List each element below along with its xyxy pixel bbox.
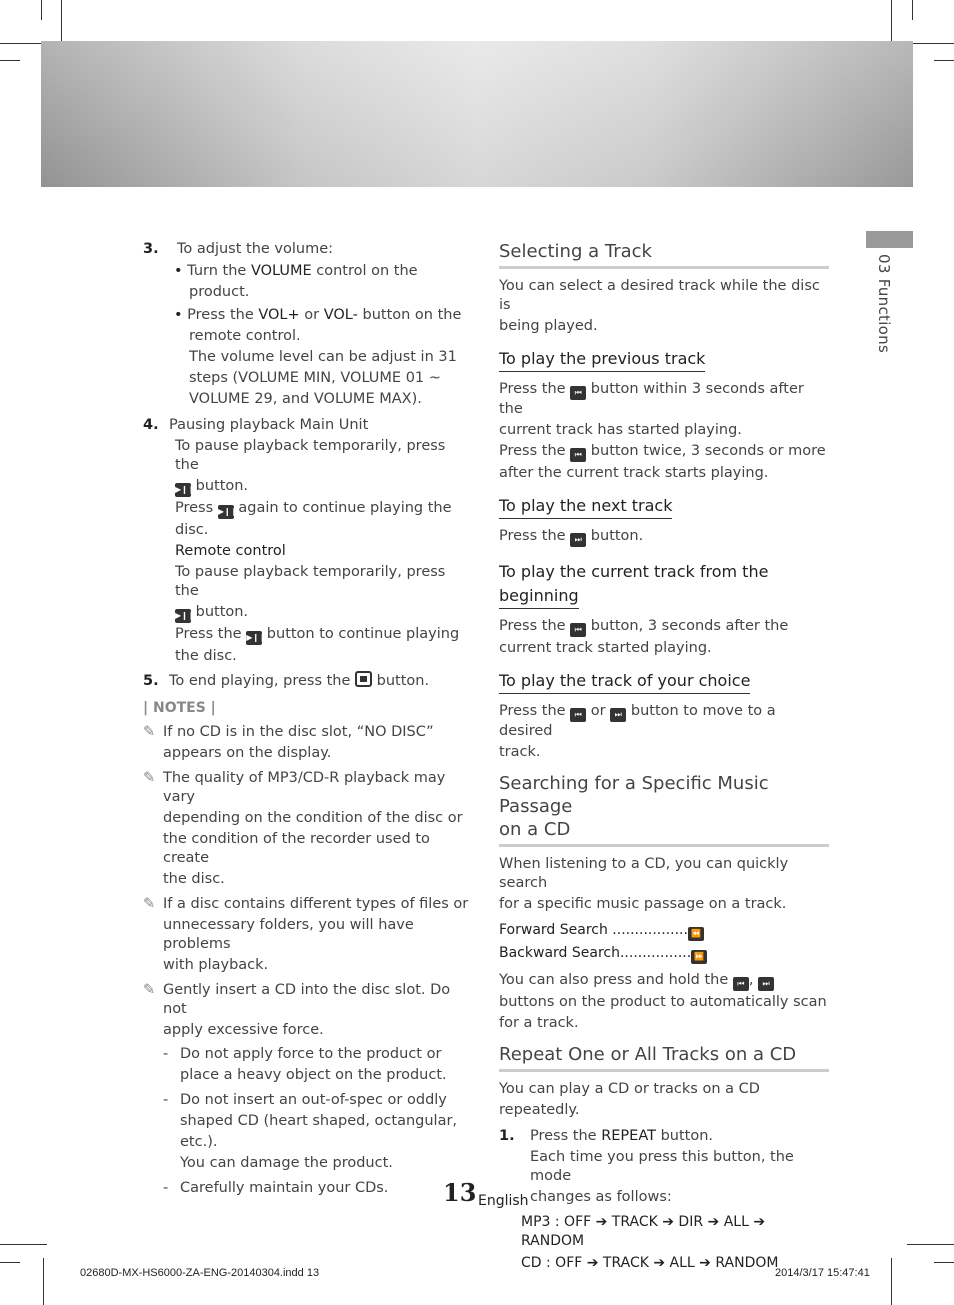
crop-mark — [0, 1262, 20, 1263]
step-text: ▶❙❙ button. — [175, 477, 473, 497]
section-tab-label: 03 Functions — [875, 254, 893, 354]
notes-list — [143, 723, 473, 1198]
body-text: for a track. — [499, 1015, 579, 1031]
step-5: 5. To end playing, press the button. — [143, 673, 430, 689]
rewind-icon: ⏪ — [688, 927, 704, 941]
sub-notes — [143, 1045, 473, 1198]
notes-title: | NOTES | — [143, 700, 216, 716]
fast-forward-icon: ⏩ — [691, 950, 707, 964]
body-text: current track started playing. — [499, 640, 712, 656]
body-text: You can also press and hold the ⏮ , ⏭ — [499, 971, 829, 991]
heading-searching: Searching for a Specific Music Passage on a CD — [499, 772, 829, 847]
stop-icon — [355, 671, 372, 687]
heading-previous-track: To play the previous track — [499, 348, 705, 372]
body-text: after the current track starts playing. — [499, 465, 769, 481]
body-text: changes as follows: — [530, 1189, 672, 1205]
play-pause-icon: ▶❙❙ — [246, 631, 262, 645]
note-icon: ✎ — [143, 896, 156, 912]
dash-item: - Do not insert an out-of-spec or oddly shaped CD (heart shaped, octangular, etc.). You can damage the product. — [163, 1092, 458, 1171]
dash-marker: - — [163, 1092, 169, 1108]
body-text: buttons on the product to automatically scan — [499, 994, 827, 1010]
crop-mark — [61, 0, 62, 47]
body-text: When listening to a CD, you can quickly search — [499, 856, 789, 891]
body-text: Press the ⏭ button. — [499, 527, 829, 547]
heading-selecting-track: Selecting a Track — [499, 240, 829, 269]
heading-current-track: To play the current track from the beginning — [499, 561, 829, 617]
step-text: disc. — [175, 522, 209, 538]
prev-track-icon: ⏮ — [570, 708, 586, 722]
crop-mark — [934, 60, 954, 61]
note-icon: ✎ — [143, 724, 156, 740]
crop-mark — [891, 0, 892, 47]
crop-mark — [0, 43, 47, 44]
body-text: Press the ⏮ button within 3 seconds after the — [499, 381, 804, 417]
note-item: ✎ Gently insert a CD into the disc slot. Do not apply excessive force. — [143, 982, 451, 1038]
step-4: 4. Pausing playback Main Unit — [143, 417, 369, 433]
prev-track-icon: ⏮ — [733, 977, 749, 991]
dash-item: - Do not apply force to the product or place a heavy object on the product. — [163, 1046, 447, 1083]
heading-repeat: Repeat One or All Tracks on a CD — [499, 1043, 829, 1072]
step-text: To pause playback temporarily, press the — [175, 438, 446, 473]
note-item: ✎ The quality of MP3/CD-R playback may vary depending on the condition of the disc or the condition of the recorder used to create the disc. — [143, 770, 463, 887]
body-text: for a specific music passage on a track. — [499, 896, 787, 912]
crop-mark — [0, 60, 20, 61]
body-text: repeatedly. — [499, 1102, 580, 1118]
play-pause-icon: ▶❙❙ — [175, 609, 191, 623]
play-pause-icon: ▶❙❙ — [218, 505, 234, 519]
page-number: 13 — [443, 1178, 477, 1207]
body-text: You can select a desired track while the disc is — [499, 278, 820, 313]
next-track-icon: ⏭ — [570, 533, 586, 547]
note-icon: ✎ — [143, 770, 156, 786]
body-text: Press the ⏮ button, 3 seconds after the — [499, 617, 829, 637]
note-icon: ✎ — [143, 982, 156, 998]
play-pause-icon: ▶❙❙ — [175, 483, 191, 497]
print-slug-date: 2014/3/17 15:47:41 — [775, 1267, 870, 1279]
dash-item: - Carefully maintain your CDs. — [163, 1180, 389, 1196]
crop-mark — [907, 1244, 954, 1245]
body-text: Each time you press this button, the mode — [530, 1149, 794, 1184]
heading-next-track: To play the next track — [499, 495, 672, 519]
bullet-icon: • — [174, 307, 183, 323]
prev-track-icon: ⏮ — [570, 623, 586, 637]
bullet-text: remote control. — [189, 328, 301, 344]
crop-mark — [907, 43, 954, 44]
step-text: To pause playback temporarily, press the — [175, 564, 446, 599]
volume-bullets — [143, 262, 473, 409]
crop-mark — [891, 1258, 892, 1305]
bullet-volume-control: • Turn the VOLUME control on the — [174, 263, 418, 279]
bullet-text: product. — [189, 284, 250, 300]
right-column — [499, 240, 829, 1275]
heading-track-of-choice: To play the track of your choice — [499, 670, 750, 694]
step-text: Press ▶❙❙ again to continue playing the — [175, 499, 473, 519]
print-slug-file: 02680D-MX-HS6000-ZA-ENG-20140304.indd 13 — [80, 1267, 320, 1279]
next-track-icon: ⏭ — [610, 708, 626, 722]
repeat-step-1: 1. Press the REPEAT button. — [499, 1128, 714, 1144]
bullet-text: VOLUME 29, and VOLUME MAX). — [189, 391, 422, 407]
header-banner — [41, 41, 913, 187]
crop-mark — [934, 1262, 954, 1263]
step-text: ▶❙❙ button. — [175, 603, 473, 623]
crop-mark — [43, 1258, 44, 1305]
bullet-icon: • — [174, 263, 183, 279]
body-text: Press the ⏮ or ⏭ button to move to a desired — [499, 703, 776, 739]
dash-marker: - — [163, 1046, 169, 1062]
prev-track-icon: ⏮ — [570, 386, 586, 400]
left-column — [143, 240, 473, 1200]
body-text: Press the ⏮ button twice, 3 seconds or more — [499, 442, 829, 462]
note-item: ✎ If a disc contains different types of files or unnecessary folders, you will have problems with playback. — [143, 896, 469, 973]
cd-mode-sequence: CD : OFF ➔ TRACK ➔ ALL ➔ RANDOM — [521, 1255, 779, 1271]
prev-track-icon: ⏮ — [570, 448, 586, 462]
step-text: Press the ▶❙❙ button to continue playing — [175, 625, 473, 645]
next-track-icon: ⏭ — [758, 977, 774, 991]
mp3-mode-sequence: MP3 : OFF ➔ TRACK ➔ DIR ➔ ALL ➔ RANDOM — [521, 1214, 766, 1249]
crop-mark — [0, 1244, 47, 1245]
body-text: being played. — [499, 318, 598, 334]
step-text: the disc. — [175, 648, 237, 664]
bullet-vol-buttons: • Press the VOL+ or VOL- button on the — [174, 307, 462, 323]
forward-search-row: Forward Search ................. ⏪ — [499, 921, 829, 941]
body-text: current track has started playing. — [499, 422, 742, 438]
step-4-body — [143, 437, 473, 666]
crop-mark — [912, 0, 913, 20]
crop-mark — [41, 0, 42, 20]
section-tab-marker — [866, 231, 913, 248]
dash-marker: - — [163, 1180, 169, 1196]
page-language: English — [478, 1193, 529, 1209]
backward-search-row: Backward Search................ ⏩ — [499, 944, 829, 964]
bullet-text: The volume level can be adjust in 31 — [189, 349, 457, 365]
body-text: track. — [499, 744, 541, 760]
remote-control-label: Remote control — [175, 543, 286, 559]
note-item: ✎ If no CD is in the disc slot, “NO DISC” appears on the display. — [143, 724, 434, 761]
body-text: You can play a CD or tracks on a CD — [499, 1081, 760, 1097]
bullet-text: steps (VOLUME MIN, VOLUME 01 ~ — [189, 370, 441, 386]
step-3: 3. To adjust the volume: — [143, 241, 334, 257]
